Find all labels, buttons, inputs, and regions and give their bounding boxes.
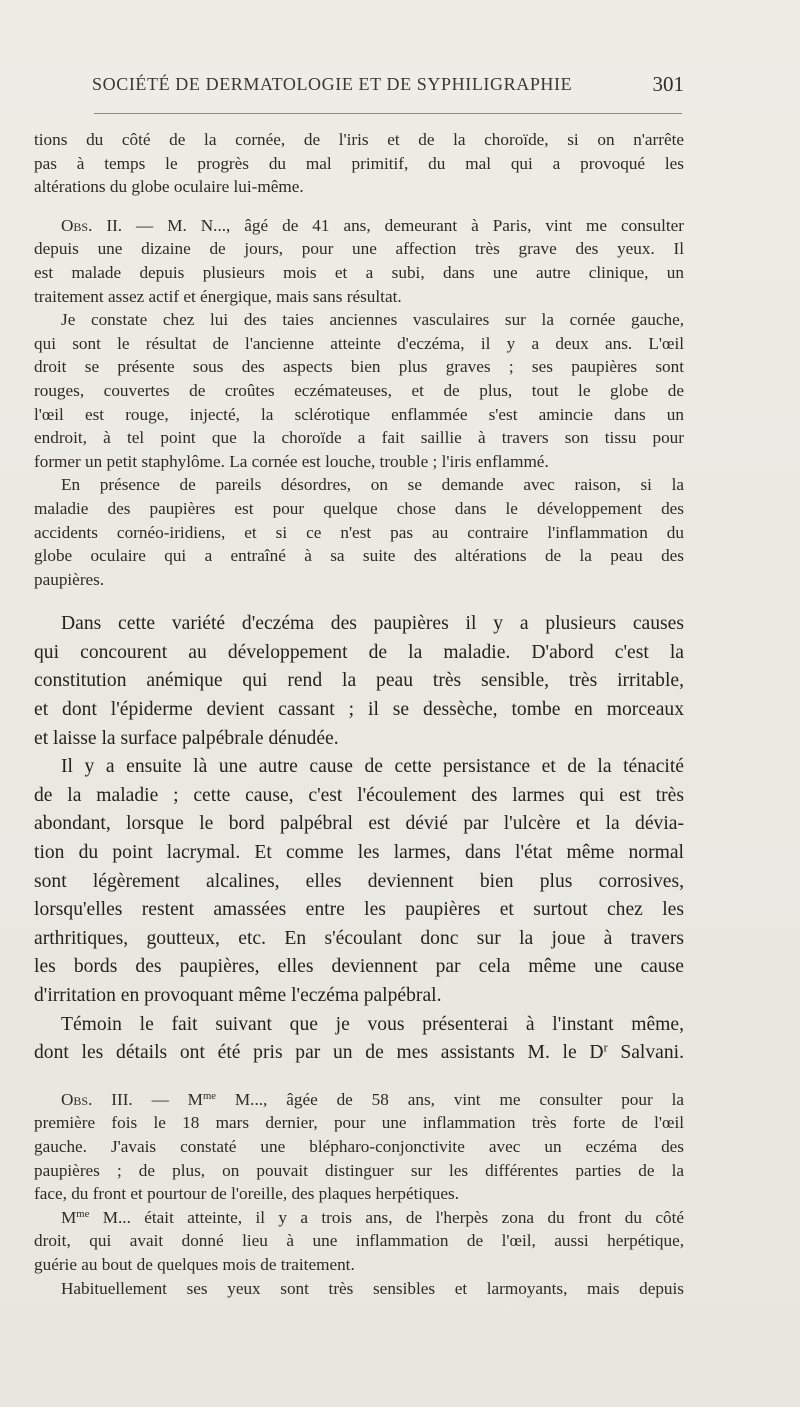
text-line: Habituellement ses yeux sont très sensibles et larmoyants, mais depuis: [61, 1278, 684, 1298]
text-line: gauche. J'avais constaté une blépharo-conjonctivite avec un eczéma des: [34, 1136, 684, 1156]
text-line: et laisse la surface palpébrale dénudée.: [34, 727, 339, 749]
text-line: maladie des paupières est pour quelque chose dans le développement des: [34, 498, 684, 518]
text-line: de la maladie ; cette cause, c'est l'écoulement des larmes qui est très: [34, 784, 684, 806]
superscript: me: [76, 1208, 90, 1220]
page-number: 301: [652, 72, 684, 96]
text-line: depuis une dizaine de jours, pour une affection très grave des yeux. Il: [34, 239, 684, 259]
text-line: constitution anémique qui rend la peau très sensible, très irritable,: [34, 670, 684, 692]
text-line: Il y a ensuite là une autre cause de cette persistance et de la ténacité: [61, 756, 684, 778]
text-line: former un petit staphylôme. La cornée est louche, trouble ; l'iris enflammé.: [34, 451, 549, 471]
text-line: et dont l'épiderme devient cassant ; il se dessèche, tombe en morceaux: [34, 699, 684, 721]
text-line: accidents cornéo-iridiens, et si ce n'est pas au contraire l'inflammation du: [34, 522, 684, 542]
text-line: Dans cette variété d'eczéma des paupières il y a plusieurs causes: [61, 613, 684, 635]
text-line: altérations du globe oculaire lui-même.: [34, 177, 304, 197]
observation-2: [34, 214, 684, 308]
text-line: l'œil est rouge, injecté, la sclérotique enflammée s'est amincie dans un: [34, 404, 684, 424]
text-line: [34, 1088, 684, 1112]
text-line: endroit, à tel point que la choroïde a fait saillie à travers son tissu pour: [34, 428, 684, 448]
observation-label: Obs. III.: [61, 1089, 133, 1109]
text-line: tion du point lacrymal. Et comme les larmes, dans l'état même normal: [34, 842, 684, 864]
header-rule: [94, 113, 682, 114]
text-line: paupières.: [34, 569, 105, 589]
text-line: paupières ; de plus, on pouvait distinguer sur les différentes parties de la: [34, 1160, 684, 1180]
text-line: arthritiques, goutteux, etc. En s'écoulant donc sur la joue à travers: [34, 927, 684, 949]
text-line: guérie au bout de quelques mois de traitement.: [34, 1254, 355, 1274]
text-line: [34, 1206, 684, 1230]
text-line: Témoin le fait suivant que je vous présenterai à l'instant même,: [61, 1013, 684, 1035]
paragraph: [34, 308, 684, 473]
paragraph: [34, 1206, 684, 1277]
text-line: qui concourent au développement de la maladie. D'abord c'est la: [34, 641, 684, 663]
paragraph: [34, 753, 684, 1010]
text-line: est malade depuis plusieurs mois et a subi, dans une autre clinique, un: [34, 262, 684, 282]
text-line: d'irritation en provoquant même l'eczéma palpébral.: [34, 985, 442, 1006]
text-line: droit, qui avait donné lieu à une inflammation de l'œil, aussi herpétique,: [34, 1231, 684, 1251]
paragraph: [34, 1277, 684, 1301]
text-fragment: M: [61, 1207, 77, 1227]
text-line: [34, 214, 684, 238]
text-line: rouges, couvertes de croûtes eczémateuses, et de plus, tout le globe de: [34, 380, 684, 400]
text-line: Je constate chez lui des taies anciennes vasculaires sur la cornée gauche,: [61, 310, 684, 330]
text-line: abondant, lorsque le bord palpébral est dévié par l'ulcère et la dévia-: [34, 813, 684, 835]
text-line: les bords des paupières, elles deviennent par cela même une cause: [34, 956, 684, 978]
observation-3: [34, 1088, 684, 1206]
paragraph-continuation: [34, 128, 684, 199]
paragraph: [34, 473, 684, 591]
paragraph: [34, 1011, 684, 1068]
text-line: globe oculaire qui a entraîné à sa suite des altérations de la peau des: [34, 546, 684, 566]
running-header: [92, 74, 684, 104]
paragraph: [34, 610, 684, 753]
text-fragment: dont les détails ont été pris par un de mes assistants M. le D: [34, 1042, 604, 1064]
superscript: me: [202, 1090, 216, 1102]
text-line: tions du côté de la cornée, de l'iris et de la choroïde, si on n'arrête: [34, 130, 684, 149]
text-line-rest: — M. N..., âgé de 41 ans, demeurant à Paris, vint me consulter: [122, 215, 684, 235]
text-line: [34, 1039, 684, 1068]
running-title: SOCIÉTÉ DE DERMATOLOGIE ET DE SYPHILIGRAPHIE: [92, 74, 573, 94]
text-line: pas à temps le progrès du mal primitif, du mal qui a provoqué les: [34, 153, 684, 173]
text-fragment: M..., âgée de 58 ans, vint me consulter pour la: [216, 1089, 684, 1109]
text-line: droit se présente sous des aspects bien plus graves ; ses paupières sont: [34, 357, 684, 377]
text-fragment: M... était atteinte, il y a trois ans, de l'herpès zona du front du côté: [89, 1207, 684, 1227]
text-fragment: Salvani.: [607, 1042, 684, 1064]
text-line: sont légèrement alcalines, elles deviennent bien plus corrosives,: [34, 870, 684, 892]
text-line: lorsqu'elles restent amassées entre les paupières et surtout chez les: [34, 899, 684, 921]
superscript: r: [603, 1040, 608, 1055]
text-line: première fois le 18 mars dernier, pour une inflammation très forte de l'œil: [34, 1113, 684, 1133]
text-line: traitement assez actif et énergique, mais sans résultat.: [34, 286, 402, 306]
text-fragment: — M: [132, 1089, 203, 1109]
text-line: qui sont le résultat de l'ancienne atteinte d'eczéma, il y a deux ans. L'œil: [34, 333, 684, 353]
page-body: [34, 128, 684, 1300]
observation-label: Obs. II.: [61, 215, 123, 235]
text-line: En présence de pareils désordres, on se demande avec raison, si la: [61, 475, 684, 495]
text-line: face, du front et pourtour de l'oreille, des plaques herpétiques.: [34, 1184, 459, 1204]
